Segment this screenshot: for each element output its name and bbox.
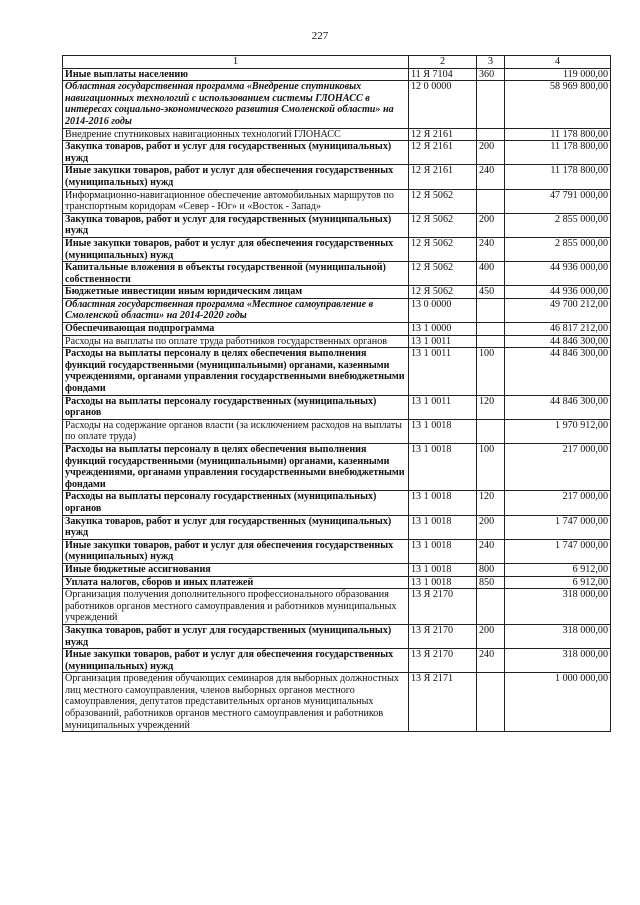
row-kvr-cell: 240	[477, 165, 505, 189]
row-code-cell: 13 1 0018	[409, 563, 477, 576]
row-name-cell: Иные закупки товаров, работ и услуг для обеспечения государственных (муниципальных) нужд	[63, 165, 409, 189]
row-code-cell: 13 1 0000	[409, 323, 477, 336]
row-sum-cell: 217 000,00	[505, 491, 611, 515]
row-sum-cell: 11 178 800,00	[505, 165, 611, 189]
column-header-kvr: 3	[477, 56, 505, 69]
row-kvr-cell: 450	[477, 286, 505, 299]
row-name-cell: Организация получения дополнительного профессионального образования работников органов местного самоуправления и работников муниципальных учреждений	[63, 589, 409, 625]
row-sum-cell: 6 912,00	[505, 563, 611, 576]
row-sum-cell: 49 700 212,00	[505, 298, 611, 322]
row-kvr-cell: 120	[477, 491, 505, 515]
row-kvr-cell: 100	[477, 348, 505, 395]
row-name-cell: Обеспечивающая подпрограмма	[63, 323, 409, 336]
row-sum-cell: 1 000 000,00	[505, 673, 611, 732]
row-kvr-cell: 200	[477, 515, 505, 539]
row-code-cell: 12 Я 2161	[409, 141, 477, 165]
row-name-cell: Расходы на выплаты персоналу государственных (муниципальных) органов	[63, 491, 409, 515]
row-sum-cell: 1 747 000,00	[505, 515, 611, 539]
table-row	[63, 348, 611, 395]
table-row	[63, 262, 611, 286]
table-row	[63, 323, 611, 336]
row-sum-cell: 44 936 000,00	[505, 286, 611, 299]
table-row	[63, 563, 611, 576]
table-row	[63, 68, 611, 81]
table-row	[63, 649, 611, 673]
row-kvr-cell	[477, 81, 505, 128]
row-name-cell: Иные бюджетные ассигнования	[63, 563, 409, 576]
table-row	[63, 624, 611, 648]
row-code-cell: 13 1 0018	[409, 576, 477, 589]
row-name-cell: Иные закупки товаров, работ и услуг для обеспечения государственных (муниципальных) нужд	[63, 649, 409, 673]
row-sum-cell: 119 000,00	[505, 68, 611, 81]
row-sum-cell: 11 178 800,00	[505, 141, 611, 165]
row-kvr-cell: 240	[477, 649, 505, 673]
table-row	[63, 141, 611, 165]
row-kvr-cell: 100	[477, 444, 505, 491]
table-row	[63, 576, 611, 589]
table-body	[63, 68, 611, 732]
row-name-cell: Закупка товаров, работ и услуг для государственных (муниципальных) нужд	[63, 213, 409, 237]
row-kvr-cell	[477, 298, 505, 322]
row-name-cell: Закупка товаров, работ и услуг для государственных (муниципальных) нужд	[63, 515, 409, 539]
column-header-name: 1	[63, 56, 409, 69]
row-code-cell: 12 Я 2161	[409, 128, 477, 141]
row-name-cell: Бюджетные инвестиции иным юридическим лицам	[63, 286, 409, 299]
row-code-cell: 13 1 0011	[409, 335, 477, 348]
row-kvr-cell: 200	[477, 141, 505, 165]
row-sum-cell: 46 817 212,00	[505, 323, 611, 336]
row-name-cell: Иные выплаты населению	[63, 68, 409, 81]
row-code-cell: 12 Я 5062	[409, 213, 477, 237]
row-code-cell: 13 Я 2170	[409, 649, 477, 673]
table-row	[63, 335, 611, 348]
table-row	[63, 128, 611, 141]
row-code-cell: 13 0 0000	[409, 298, 477, 322]
row-code-cell: 13 Я 2171	[409, 673, 477, 732]
row-kvr-cell: 240	[477, 539, 505, 563]
row-sum-cell: 2 855 000,00	[505, 213, 611, 237]
table-row	[63, 419, 611, 443]
table-row	[63, 189, 611, 213]
row-sum-cell: 2 855 000,00	[505, 237, 611, 261]
row-kvr-cell	[477, 128, 505, 141]
table-row	[63, 673, 611, 732]
row-code-cell: 12 Я 5062	[409, 262, 477, 286]
row-kvr-cell	[477, 323, 505, 336]
row-code-cell: 12 Я 5062	[409, 237, 477, 261]
row-code-cell: 12 Я 2161	[409, 165, 477, 189]
table-row	[63, 515, 611, 539]
table-row	[63, 213, 611, 237]
row-code-cell: 12 0 0000	[409, 81, 477, 128]
row-name-cell: Закупка товаров, работ и услуг для государственных (муниципальных) нужд	[63, 624, 409, 648]
row-sum-cell: 1 747 000,00	[505, 539, 611, 563]
row-sum-cell: 6 912,00	[505, 576, 611, 589]
table-header-row	[63, 56, 611, 69]
table-row	[63, 395, 611, 419]
column-header-sum: 4	[505, 56, 611, 69]
row-kvr-cell	[477, 189, 505, 213]
row-code-cell: 11 Я 7104	[409, 68, 477, 81]
row-name-cell: Организация проведения обучающих семинаров для выборных должностных лиц местного самоуправления, членов выборных органов местного самоуправления, депутатов представительных органов муниципальных образований, работников органов местного самоуправления и работников муниципальных учреждений	[63, 673, 409, 732]
row-code-cell: 13 1 0011	[409, 395, 477, 419]
table-row	[63, 286, 611, 299]
row-kvr-cell: 200	[477, 624, 505, 648]
page-number: 227	[311, 30, 329, 42]
row-name-cell: Областная государственная программа «Местное самоуправление в Смоленской области» на 2014-2020 годы	[63, 298, 409, 322]
row-code-cell: 13 1 0018	[409, 444, 477, 491]
row-kvr-cell: 360	[477, 68, 505, 81]
row-kvr-cell	[477, 419, 505, 443]
row-sum-cell: 47 791 000,00	[505, 189, 611, 213]
column-header-code: 2	[409, 56, 477, 69]
row-sum-cell: 44 846 300,00	[505, 335, 611, 348]
row-code-cell: 13 1 0018	[409, 539, 477, 563]
row-kvr-cell: 800	[477, 563, 505, 576]
table-row	[63, 539, 611, 563]
row-sum-cell: 44 846 300,00	[505, 395, 611, 419]
row-name-cell: Расходы на содержание органов власти (за исключением расходов на выплаты по оплате труда)	[63, 419, 409, 443]
row-name-cell: Расходы на выплаты персоналу в целях обеспечения выполнения функций государственными (муниципальными) органами, казенными учреждениями, органами управления государственными внебюджетными фондами	[63, 444, 409, 491]
table-row	[63, 165, 611, 189]
table-row	[63, 589, 611, 625]
row-sum-cell: 58 969 800,00	[505, 81, 611, 128]
row-code-cell: 13 1 0018	[409, 491, 477, 515]
row-name-cell: Расходы на выплаты персоналу государственных (муниципальных) органов	[63, 395, 409, 419]
row-sum-cell: 11 178 800,00	[505, 128, 611, 141]
row-kvr-cell	[477, 335, 505, 348]
row-kvr-cell: 400	[477, 262, 505, 286]
table-row	[63, 81, 611, 128]
row-code-cell: 13 1 0018	[409, 419, 477, 443]
row-kvr-cell	[477, 589, 505, 625]
row-name-cell: Капитальные вложения в объекты государственной (муниципальной) собственности	[63, 262, 409, 286]
row-kvr-cell: 120	[477, 395, 505, 419]
budget-table	[62, 55, 611, 732]
row-name-cell: Внедрение спутниковых навигационных технологий ГЛОНАСС	[63, 128, 409, 141]
row-name-cell: Областная государственная программа «Внедрение спутниковых навигационных технологий с использованием системы ГЛОНАСС в интересах социально-экономического развития Смоленской области» на 2014-2016 годы	[63, 81, 409, 128]
row-code-cell: 13 Я 2170	[409, 624, 477, 648]
table-row	[63, 491, 611, 515]
row-name-cell: Расходы на выплаты персоналу в целях обеспечения выполнения функций государственными (муниципальными) органами, казенными учреждениями, органами управления государственными внебюджетными фондами	[63, 348, 409, 395]
row-sum-cell: 318 000,00	[505, 649, 611, 673]
row-kvr-cell	[477, 673, 505, 732]
row-sum-cell: 318 000,00	[505, 589, 611, 625]
table-row	[63, 237, 611, 261]
row-name-cell: Уплата налогов, сборов и иных платежей	[63, 576, 409, 589]
row-code-cell: 12 Я 5062	[409, 286, 477, 299]
row-sum-cell: 217 000,00	[505, 444, 611, 491]
row-name-cell: Закупка товаров, работ и услуг для государственных (муниципальных) нужд	[63, 141, 409, 165]
table-row	[63, 444, 611, 491]
row-sum-cell: 44 936 000,00	[505, 262, 611, 286]
row-name-cell: Расходы на выплаты по оплате труда работников государственных органов	[63, 335, 409, 348]
row-code-cell: 13 1 0011	[409, 348, 477, 395]
row-sum-cell: 318 000,00	[505, 624, 611, 648]
row-sum-cell: 44 846 300,00	[505, 348, 611, 395]
row-name-cell: Иные закупки товаров, работ и услуг для обеспечения государственных (муниципальных) нужд	[63, 539, 409, 563]
row-sum-cell: 1 970 912,00	[505, 419, 611, 443]
row-kvr-cell: 200	[477, 213, 505, 237]
row-code-cell: 12 Я 5062	[409, 189, 477, 213]
row-kvr-cell: 240	[477, 237, 505, 261]
row-name-cell: Информационно-навигационное обеспечение автомобильных маршрутов по транспортным коридорам «Север - Юг» и «Восток - Запад»	[63, 189, 409, 213]
row-name-cell: Иные закупки товаров, работ и услуг для обеспечения государственных (муниципальных) нужд	[63, 237, 409, 261]
row-code-cell: 13 1 0018	[409, 515, 477, 539]
table-row	[63, 298, 611, 322]
row-kvr-cell: 850	[477, 576, 505, 589]
row-code-cell: 13 Я 2170	[409, 589, 477, 625]
